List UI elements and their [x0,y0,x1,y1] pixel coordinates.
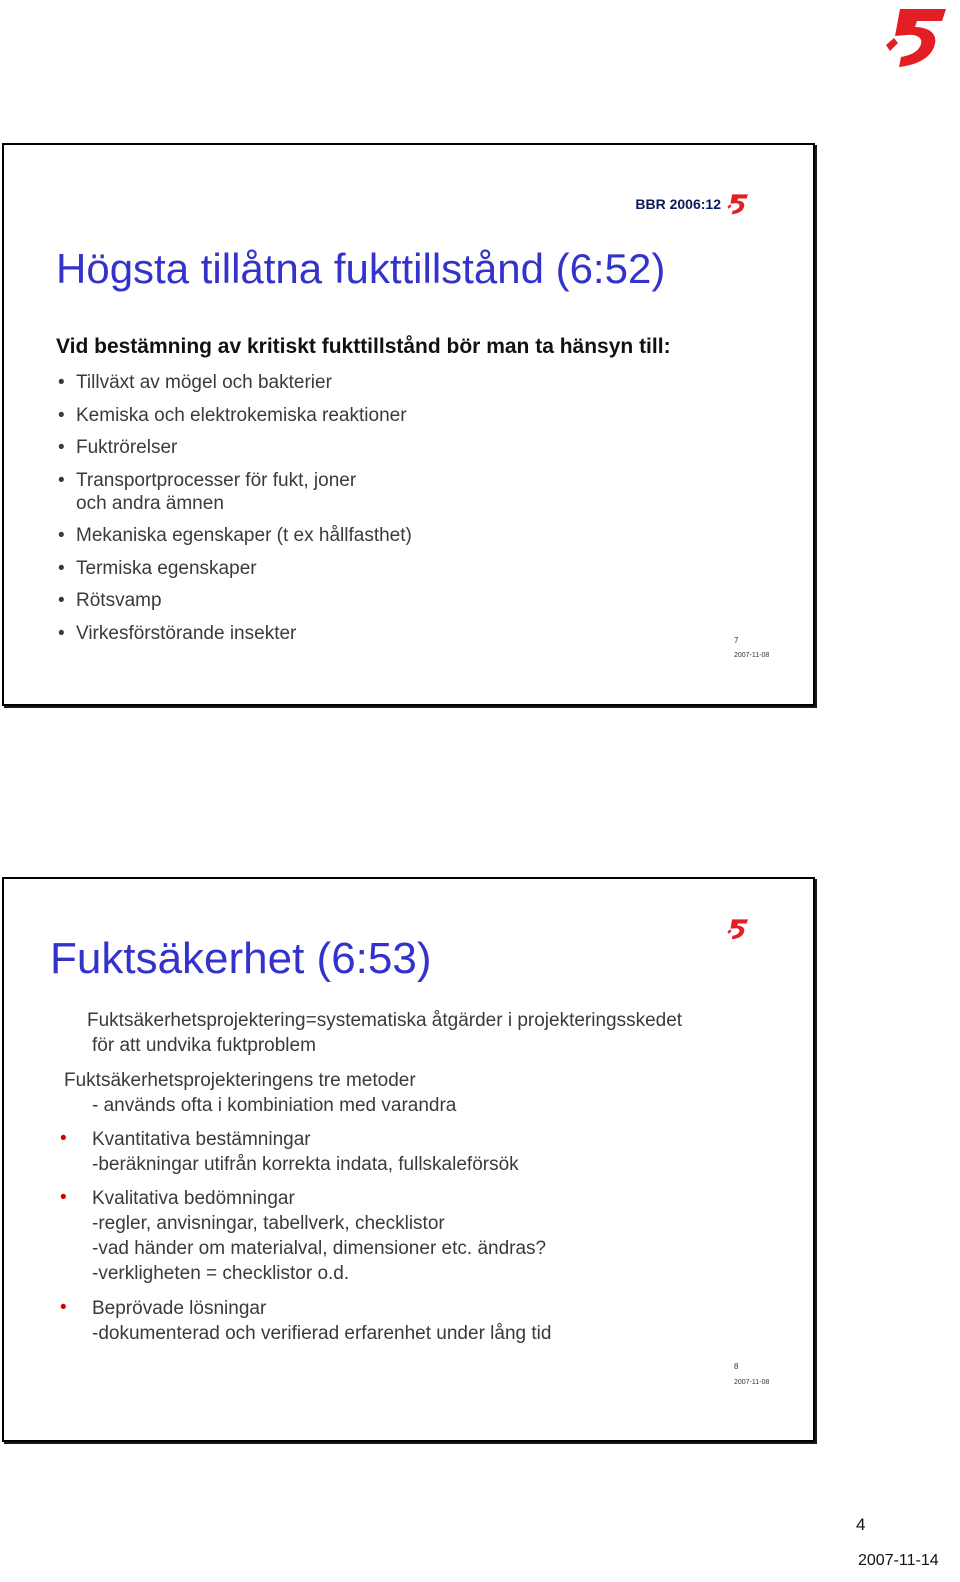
method-detail: -dokumenterad och verifierad erfarenhet under lång tid [92,1323,552,1344]
list-item: • Transportprocesser för fukt, joner och andra ämnen [58,469,357,514]
method-heading: Kvalitativa bedömningar [92,1188,295,1209]
slide-number: 7 [734,636,739,645]
list-item: • Mekaniska egenskaper (t ex hållfasthet) [58,525,412,546]
bullet-dot: • [60,1187,67,1208]
method-heading: Kvantitativa bestämningar [92,1129,311,1150]
document-code: BBR 2006:12 [635,196,721,212]
slide-title: Högsta tillåtna fukttillstånd (6:52) [56,245,666,292]
method-detail: -verkligheten = checklistor o.d. [92,1263,350,1284]
intro-text: för att undvika fuktproblem [92,1035,316,1056]
bullet-dot: • [60,1297,67,1318]
list-item: • Kemiska och elektrokemiska reaktioner [58,404,407,426]
methods-text: Fuktsäkerhetsprojekteringens tre metoder [64,1070,416,1091]
slide-number: 8 [734,1362,739,1371]
method-detail: -vad händer om materialval, dimensioner etc. ändras? [92,1238,547,1259]
bullet-dot: • [60,1128,67,1149]
list-item: • Termiska egenskaper [58,557,257,579]
slide-date: 2007-11-08 [734,1379,770,1386]
method-detail: -regler, anvisningar, tabellverk, checklistor [92,1213,445,1234]
list-item: • Virkesförstörande insekter [58,622,297,644]
method-detail: -beräkningar utifrån korrekta indata, fullskaleförsök [92,1154,519,1175]
list-item: • Rötsvamp [58,590,162,611]
method-heading: Beprövade lösningar [92,1298,267,1319]
slide-2 [2,877,815,1442]
logo-icon [726,193,750,215]
page-date: 2007-11-14 [858,1552,939,1569]
logo-icon [726,918,750,940]
intro-text: Fuktsäkerhetsprojektering=systematiska åtgärder i projekteringsskedet [87,1010,683,1031]
bullet-list [56,371,412,654]
methods-text: - används ofta i kombiniation med varandra [92,1095,457,1116]
slide-title: Fuktsäkerhet (6:53) [50,934,432,983]
list-item: • Tillväxt av mögel och bakterier [58,372,332,393]
lead-text: Vid bestämning av kritiskt fukttillstånd bör man ta hänsyn till: [56,335,671,358]
logo-icon [884,5,950,69]
list-item: • Fuktrörelser [58,437,178,458]
slide-1 [2,143,815,706]
page-number: 4 [856,1515,866,1534]
slide-date: 2007-11-08 [734,652,770,659]
